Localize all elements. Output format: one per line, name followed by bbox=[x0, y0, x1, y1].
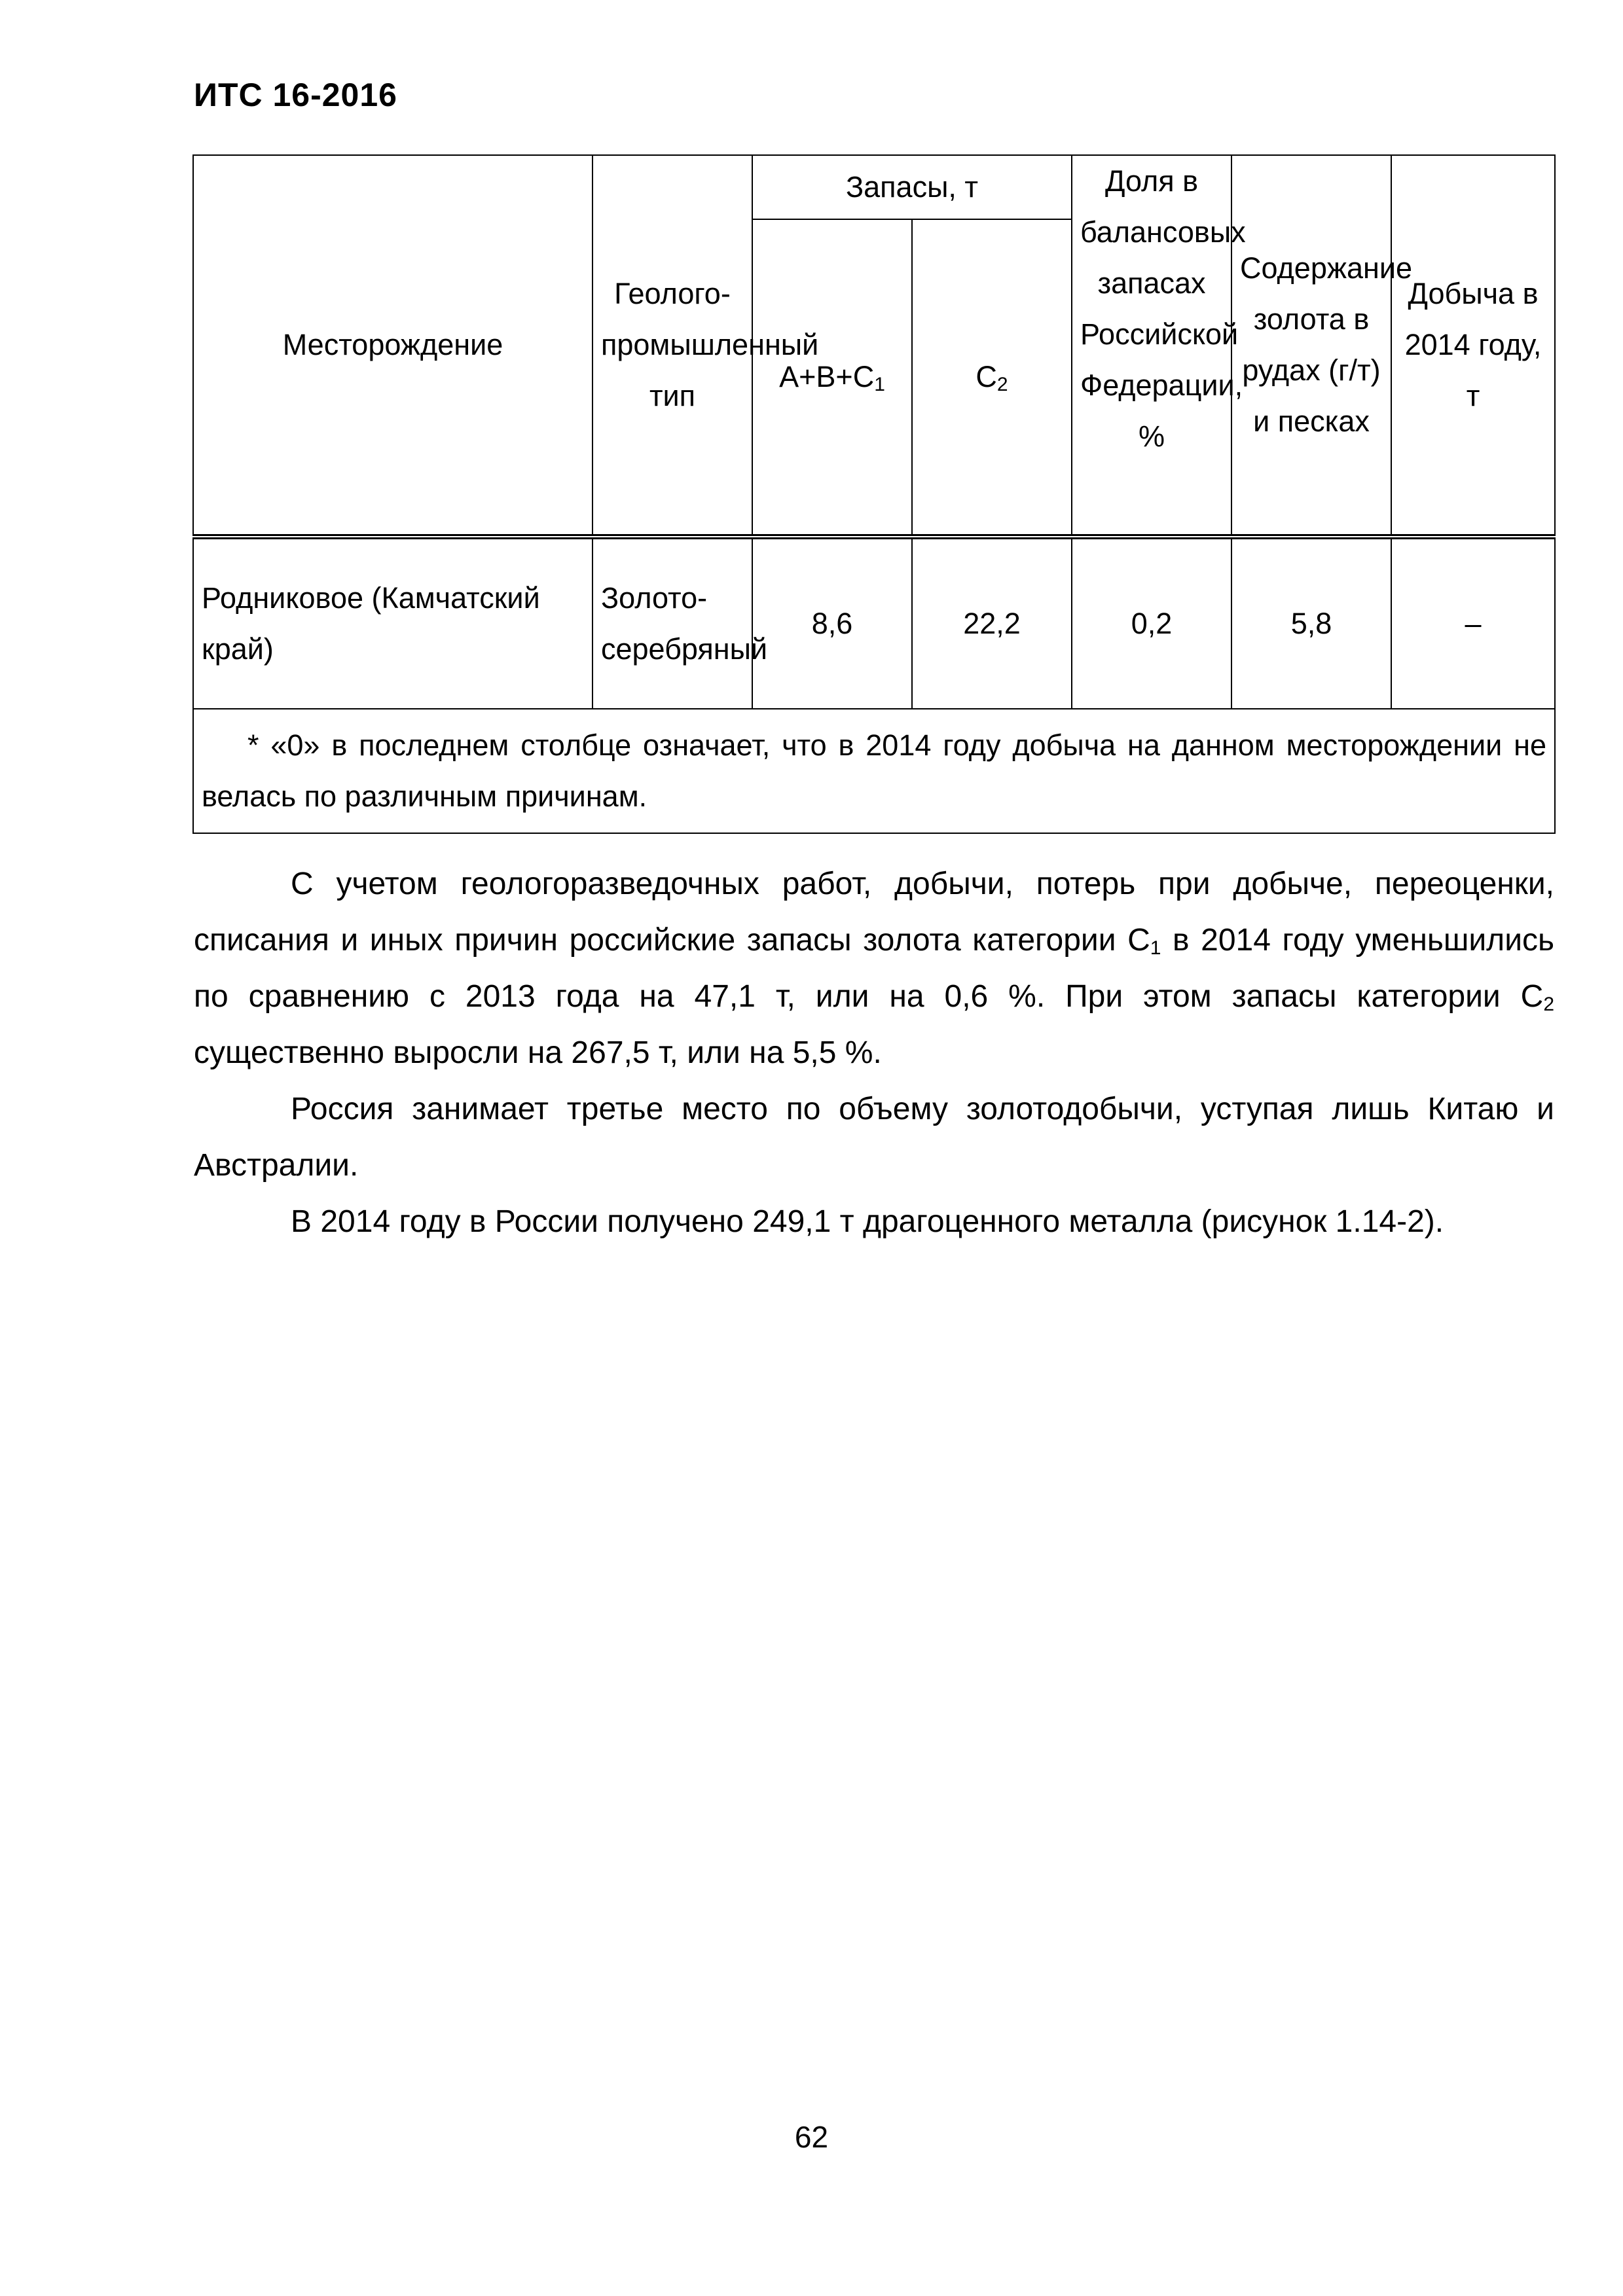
header-share: Доля в балансовых запасах Российской Федерации, % bbox=[1072, 155, 1231, 537]
header-reserves-c2 bbox=[912, 219, 1072, 537]
header-production: Добыча в 2014 году, т bbox=[1391, 155, 1555, 537]
cell-geo-type: Золото-серебряный bbox=[593, 537, 752, 709]
cell-gold-content: 5,8 bbox=[1231, 537, 1391, 709]
paragraph-1-subscript-2: 2 bbox=[1543, 994, 1554, 1015]
header-gold-content: Содержание золота в рудах (г/т) и песках bbox=[1231, 155, 1391, 537]
header-reserves-c2-label: С bbox=[976, 360, 997, 393]
paragraph-reserves-change bbox=[194, 856, 1554, 1081]
header-deposit: Месторождение bbox=[193, 155, 593, 537]
paragraph-production-2014: В 2014 году в России получено 249,1 т драгоценного металла (рисунок 1.14-2). bbox=[291, 1204, 1444, 1239]
paragraph-1-subscript-1: 1 bbox=[1150, 937, 1161, 959]
table-footnote-row bbox=[193, 709, 1555, 833]
document-code: ИТС 16-2016 bbox=[194, 77, 397, 113]
table-row bbox=[193, 537, 1555, 709]
cell-production: – bbox=[1391, 537, 1555, 709]
cell-reserves-c2: 22,2 bbox=[912, 537, 1072, 709]
paragraph-1-part-b: в 2014 году уменьшились по сравнению с 2013 года на 47,1 т, или на 0,6 %. При этом запасы категории С bbox=[194, 923, 1555, 1014]
header-reserves: Запасы, т bbox=[752, 155, 1072, 219]
table-footnote: * «0» в последнем столбце означает, что в 2014 году добыча на данном месторождении не велась по различным причинам. bbox=[202, 728, 1546, 813]
cell-deposit: Родниковое (Камчатский край) bbox=[193, 537, 593, 709]
body-text bbox=[194, 856, 1554, 1250]
cell-reserves-abc: 8,6 bbox=[752, 537, 912, 709]
header-reserves-c2-subscript: 2 bbox=[996, 374, 1008, 395]
table-footnote-cell bbox=[193, 709, 1555, 833]
paragraph-1-part-c: существенно выросли на 267,5 т, или на 5,5 %. bbox=[194, 1035, 882, 1070]
header-reserves-abc-label: А+В+С bbox=[779, 360, 875, 393]
table-header-row bbox=[193, 155, 1555, 219]
cell-share: 0,2 bbox=[1072, 537, 1231, 709]
header-geo-type: Геолого-промышленный тип bbox=[593, 155, 752, 537]
deposits-table bbox=[192, 154, 1556, 834]
paragraph-1-part-a: С учетом геологоразведочных работ, добычи, потерь при добыче, переоценки, списания и иных причин российские запасы золота категории С bbox=[194, 867, 1554, 958]
page-number: 62 bbox=[794, 2120, 829, 2154]
header-reserves-abc bbox=[752, 219, 912, 537]
header-reserves-abc-subscript: 1 bbox=[874, 374, 885, 395]
paragraph-russia-rank: Россия занимает третье место по объему золотодобычи, уступая лишь Китаю и Австралии. bbox=[194, 1092, 1554, 1183]
